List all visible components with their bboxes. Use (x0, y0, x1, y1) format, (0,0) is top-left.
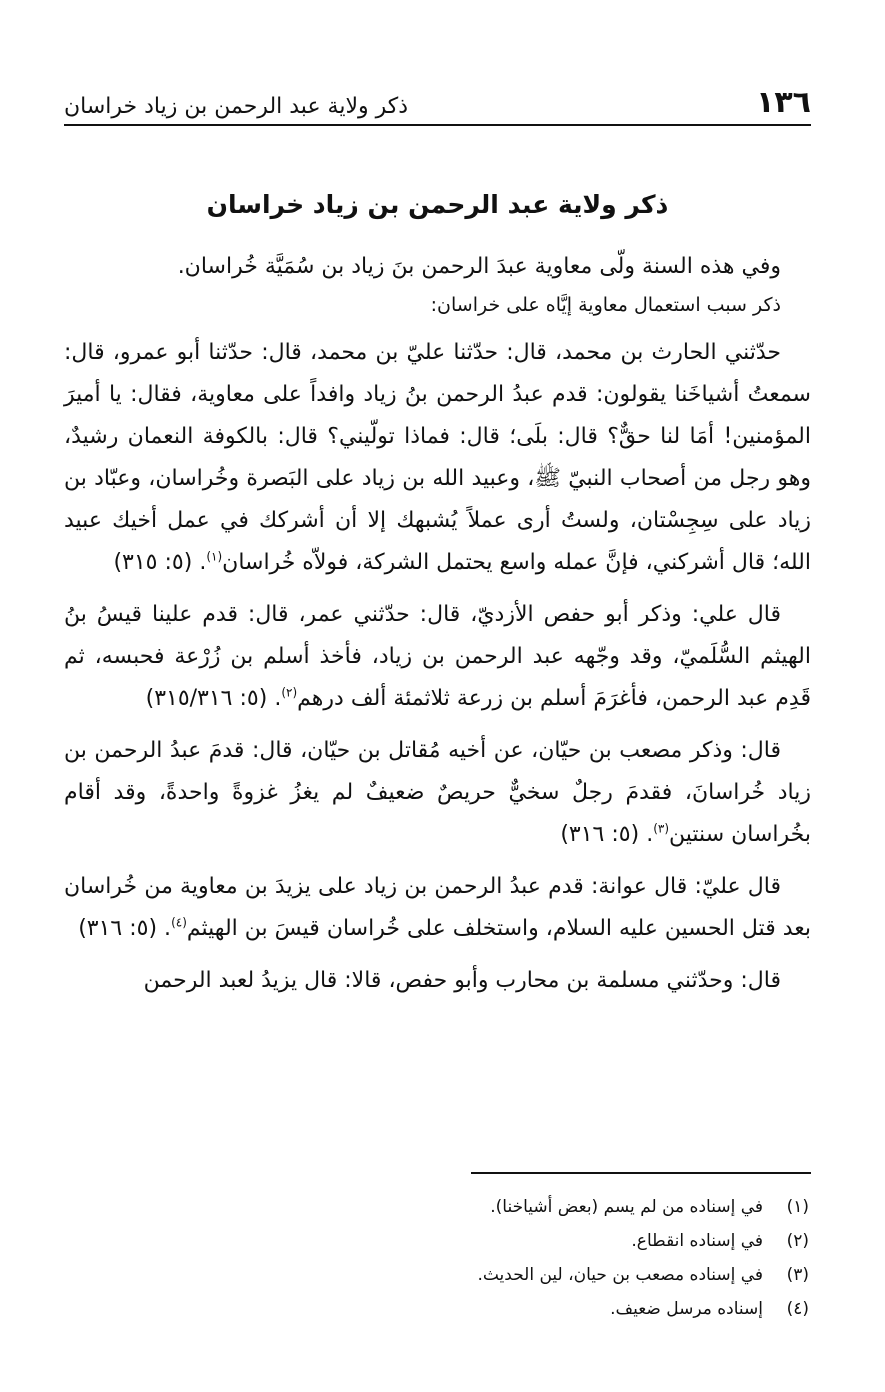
footnote-ref: (٤) (171, 915, 187, 930)
citation: (٥: ٣١٦) (560, 822, 640, 847)
footnote-item (64, 1258, 809, 1292)
footnote-text: إسناده مرسل ضعيف. (610, 1299, 763, 1319)
footnote-text: في إسناده مصعب بن حيان، لين الحديث. (477, 1265, 763, 1285)
footnote-item (64, 1224, 809, 1258)
footnote-number: (٤) (786, 1299, 809, 1319)
footnote-divider (471, 1172, 811, 1174)
running-header (64, 78, 811, 126)
citation: (٥: ٣١٦) (78, 916, 158, 941)
footnote-text: في إسناده من لم يسم (بعض أشياخنا). (490, 1197, 763, 1217)
footnote-ref: (٢) (281, 685, 298, 700)
main-text (64, 246, 811, 1002)
paragraph-subheading: ذكر سبب استعمال معاوية إيَّاه على خراسان: (430, 294, 781, 316)
footnote-ref: (٣) (653, 821, 670, 836)
footnote-number: (٢) (786, 1231, 809, 1251)
footnote-text: في إسناده انقطاع. (631, 1231, 763, 1251)
paragraph-narration: قال علي: وذكر أبو حفص الأزديّ، قال: حدّثني عمر، قال: قدم علينا قيسُ بنُ الهيثم السُّلَميّ، وقد وجّهه عبد الرحمن بن زياد، فأخذ أسلم بن زُرْعة فحبسه، ثم قَدِم عبد الرحمن، فأغرَمَ أسلم بن زرعة ثلاثمئة ألف درهم$^{(٢)}$. (٥: ٣١٥/٣١٦) (64, 602, 811, 711)
footnote-number: (٣) (786, 1265, 809, 1285)
footnote-item (64, 1190, 809, 1224)
citation: (٥: ٣١٥) (113, 550, 193, 575)
chapter-title: ذكر ولاية عبد الرحمن بن زياد خراسان (206, 190, 669, 219)
page-number: ١٣٦ (756, 85, 811, 120)
running-title: ذكر ولاية عبد الرحمن بن زياد خراسان (64, 94, 409, 119)
paragraph-intro: وفي هذه السنة ولّى معاوية عبدَ الرحمن بنَ زياد بن سُمَيَّة خُراسان. (177, 254, 781, 279)
paragraph-narration: قال: وذكر مصعب بن حيّان، عن أخيه مُقاتل بن حيّان، قال: قدمَ عبدُ الرحمن بن زياد خُراسانَ، فقدمَ رجلٌ سخيٌّ حريصٌ ضعيفٌ لم يغزُ غزوةً واحدةً، وقد أقام بخُراسان سنتين$^{(٣)}$. (٥: ٣١٦) (64, 738, 811, 847)
footnote-ref: (١) (206, 549, 223, 564)
paragraph-narration: قال: وحدّثني مسلمة بن محارب وأبو حفص، قالا: قال يزيدُ لعبد الرحمن (143, 968, 781, 993)
footnote-number: (١) (786, 1197, 809, 1217)
paragraph-narration: حدّثني الحارث بن محمد، قال: حدّثنا عليّ بن محمد، قال: حدّثنا أبو عمرو، قال: سمعتُ أشياخَنا يقولون: قدم عبدُ الرحمن بنُ زياد وافداً على معاوية، فقال: يا أميرَ المؤمنين! أمَا لنا حقٌّ؟ قال: بلَى؛ قال: فماذا تولّيني؟ قال: بالكوفة النعمان رشيدٌ، وهو رجل من أصحاب النبيّ ﷺ، وعبيد الله بن زياد على البَصرة وخُراسان، وعبّاد بن زياد على سِجِسْتان، ولستُ أرى عملاً يُشبهك إلا أن أشركك في عمل أخيك عبيد الله؛ قال أشركني، فإنَّ عمله واسع يحتمل الشركة، فولاّه خُراسان$^{(١)}$. (٥: ٣١٥) (64, 340, 811, 575)
citation: (٥: ٣١٥/٣١٦) (145, 686, 268, 711)
footnotes (64, 1190, 809, 1326)
footnote-item (64, 1292, 809, 1326)
paragraph-narration: قال عليّ: قال عوانة: قدم عبدُ الرحمن بن زياد على يزيدَ بن معاوية من خُراسان بعد قتل الحسين عليه السلام، واستخلف على خُراسان قيسَ بن الهيثم$^{(٤)}$. (٥: ٣١٦) (64, 874, 811, 941)
